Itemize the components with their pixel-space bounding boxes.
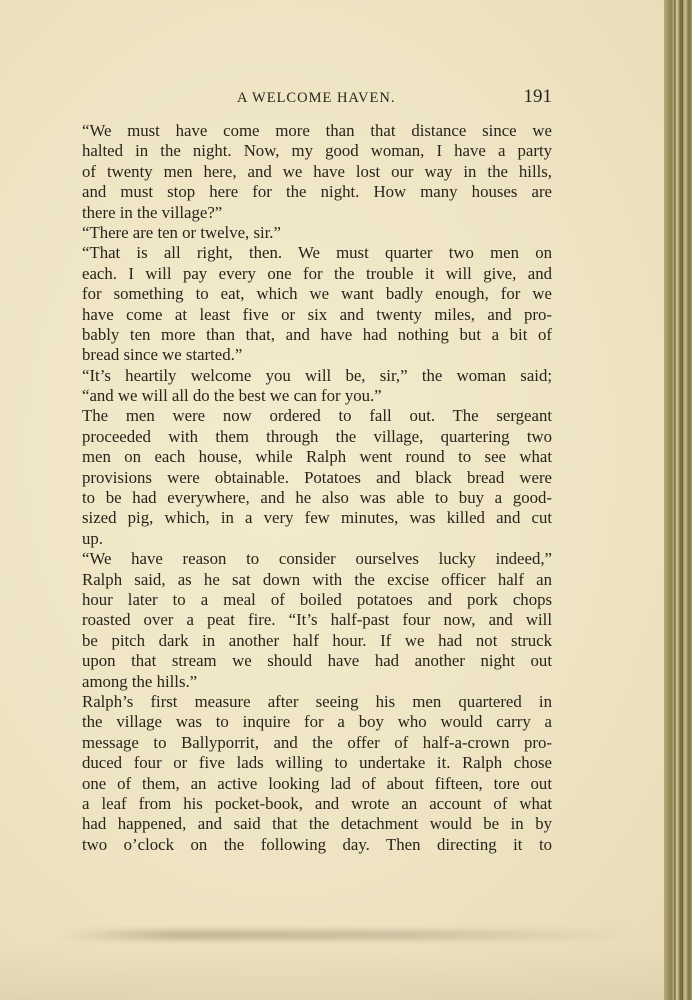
book-page-edges bbox=[664, 0, 692, 1000]
text-line: roasted over a peat fire. “It’s half-past four now, and will bbox=[82, 610, 552, 630]
text-line: duced four or five lads willing to undertake it. Ralph chose bbox=[82, 753, 552, 773]
text-line: hour later to a meal of boiled potatoes and pork chops bbox=[82, 589, 552, 609]
text-line: up. bbox=[82, 528, 103, 548]
text-line: “and we will all do the best we can for you.” bbox=[82, 386, 382, 406]
text-line: men on each house, while Ralph went round to see what bbox=[82, 447, 552, 467]
text-line: be pitch dark in another half hour. If we had not struck bbox=[82, 630, 552, 650]
text-line: proceeded with them through the village, quartering two bbox=[82, 426, 552, 446]
page-shadow bbox=[60, 930, 632, 940]
text-line: the village was to inquire for a boy who would carry a bbox=[82, 712, 552, 732]
text-line: there in the village?” bbox=[82, 202, 223, 222]
text-line: “There are ten or twelve, sir.” bbox=[82, 222, 281, 242]
text-line: sized pig, which, in a very few minutes, was killed and cut bbox=[82, 508, 552, 528]
text-line: message to Ballyporrit, and the offer of half-a-crown pro- bbox=[82, 732, 552, 752]
text-line: two o’clock on the following day. Then directing it to bbox=[82, 834, 552, 854]
text-line: for something to eat, which we want badly enough, for we bbox=[82, 284, 552, 304]
text-line: “That is all right, then. We must quarter two men on bbox=[82, 243, 552, 263]
page-bottom-shade bbox=[0, 945, 664, 1000]
text-line: bably ten more than that, and have had nothing but a bit of bbox=[82, 324, 552, 344]
text-line: a leaf from his pocket-book, and wrote an account of what bbox=[82, 793, 552, 813]
text-line: “It’s heartily welcome you will be, sir,” the woman said; bbox=[82, 365, 552, 385]
text-line: to be had everywhere, and he also was able to buy a good- bbox=[82, 488, 552, 508]
text-line: among the hills.” bbox=[82, 671, 198, 691]
body-text bbox=[82, 121, 552, 855]
text-line: Ralph’s first measure after seeing his men quartered in bbox=[82, 691, 552, 711]
text-line: “We must have come more than that distance since we bbox=[82, 121, 552, 140]
text-line: one of them, an active looking lad of about fifteen, tore out bbox=[82, 773, 552, 793]
text-line: had happened, and said that the detachment would be in by bbox=[82, 814, 552, 834]
text-line: of twenty men here, and we have lost our way in the hills, bbox=[82, 161, 552, 181]
running-head: A WELCOME HAVEN. bbox=[237, 90, 396, 106]
text-line: provisions were obtainable. Potatoes and black bread were bbox=[82, 467, 552, 487]
text-line: upon that stream we should have had another night out bbox=[82, 651, 552, 671]
text-line: “We have reason to consider ourselves lucky indeed,” bbox=[82, 549, 552, 569]
text-line: halted in the night. Now, my good woman, I have a party bbox=[82, 141, 552, 161]
text-line: each. I will pay every one for the trouble it will give, and bbox=[82, 263, 552, 283]
text-line: have come at least five or six and twenty miles, and pro- bbox=[82, 304, 552, 324]
text-line: and must stop here for the night. How many houses are bbox=[82, 182, 552, 202]
text-line: Ralph said, as he sat down with the excise officer half an bbox=[82, 569, 552, 589]
text-line: bread since we started.” bbox=[82, 345, 243, 365]
page-header bbox=[82, 86, 552, 112]
text-line: The men were now ordered to fall out. The sergeant bbox=[82, 406, 552, 426]
page-number: 191 bbox=[523, 86, 552, 107]
